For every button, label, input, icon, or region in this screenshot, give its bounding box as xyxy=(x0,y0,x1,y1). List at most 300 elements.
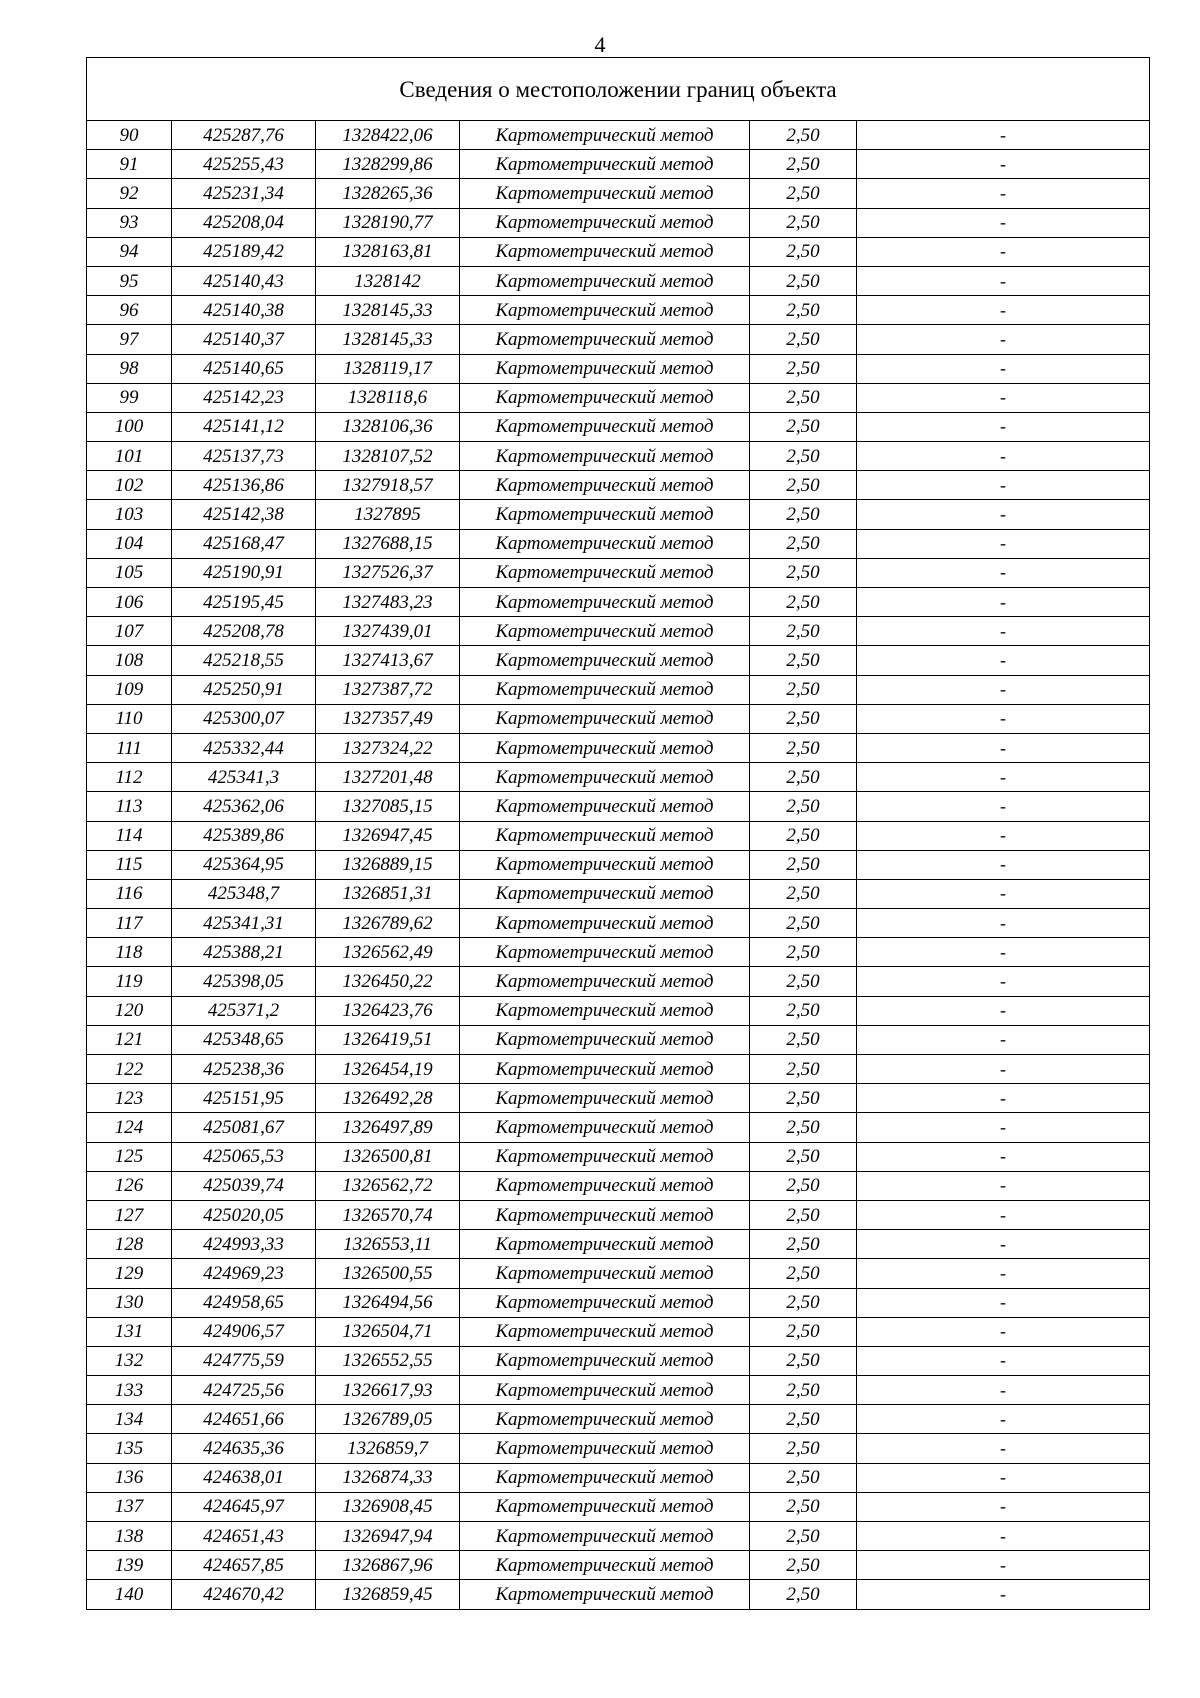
cell-point-number: 112 xyxy=(87,763,172,792)
cell-coordinate-x: 425341,3 xyxy=(172,763,316,792)
cell-accuracy: 2,50 xyxy=(750,383,857,412)
cell-coordinate-x: 425231,34 xyxy=(172,179,316,208)
cell-coordinate-x: 424775,59 xyxy=(172,1346,316,1375)
cell-accuracy: 2,50 xyxy=(750,1434,857,1463)
table-row xyxy=(87,675,1150,704)
cell-accuracy: 2,50 xyxy=(750,121,857,150)
cell-coordinate-y: 1326889,15 xyxy=(316,850,460,879)
cell-description: - xyxy=(857,500,1150,529)
cell-coordinate-x: 425140,37 xyxy=(172,325,316,354)
cell-coordinate-x: 424958,65 xyxy=(172,1288,316,1317)
cell-method: Картометрический метод xyxy=(460,1317,750,1346)
table-row xyxy=(87,558,1150,587)
table-row xyxy=(87,1580,1150,1609)
table-row xyxy=(87,1434,1150,1463)
cell-method: Картометрический метод xyxy=(460,1492,750,1521)
cell-description: - xyxy=(857,588,1150,617)
cell-method: Картометрический метод xyxy=(460,1200,750,1229)
cell-point-number: 117 xyxy=(87,909,172,938)
cell-accuracy: 2,50 xyxy=(750,471,857,500)
cell-point-number: 94 xyxy=(87,237,172,266)
cell-coordinate-x: 425140,65 xyxy=(172,354,316,383)
cell-accuracy: 2,50 xyxy=(750,1288,857,1317)
cell-description: - xyxy=(857,121,1150,150)
cell-accuracy: 2,50 xyxy=(750,1317,857,1346)
cell-point-number: 114 xyxy=(87,821,172,850)
cell-point-number: 97 xyxy=(87,325,172,354)
cell-description: - xyxy=(857,1084,1150,1113)
cell-coordinate-y: 1326617,93 xyxy=(316,1376,460,1405)
cell-point-number: 90 xyxy=(87,121,172,150)
table-row xyxy=(87,529,1150,558)
cell-accuracy: 2,50 xyxy=(750,1171,857,1200)
cell-accuracy: 2,50 xyxy=(750,1200,857,1229)
cell-accuracy: 2,50 xyxy=(750,179,857,208)
cell-coordinate-x: 425348,7 xyxy=(172,879,316,908)
cell-method: Картометрический метод xyxy=(460,938,750,967)
cell-coordinate-y: 1328422,06 xyxy=(316,121,460,150)
cell-accuracy: 2,50 xyxy=(750,850,857,879)
table-row xyxy=(87,121,1150,150)
cell-point-number: 132 xyxy=(87,1346,172,1375)
table-row xyxy=(87,938,1150,967)
table-row xyxy=(87,646,1150,675)
cell-description: - xyxy=(857,266,1150,295)
cell-accuracy: 2,50 xyxy=(750,500,857,529)
cell-method: Картометрический метод xyxy=(460,996,750,1025)
cell-accuracy: 2,50 xyxy=(750,325,857,354)
cell-method: Картометрический метод xyxy=(460,383,750,412)
cell-point-number: 118 xyxy=(87,938,172,967)
cell-point-number: 133 xyxy=(87,1376,172,1405)
cell-point-number: 113 xyxy=(87,792,172,821)
cell-point-number: 92 xyxy=(87,179,172,208)
cell-method: Картометрический метод xyxy=(460,296,750,325)
cell-point-number: 93 xyxy=(87,208,172,237)
cell-accuracy: 2,50 xyxy=(750,909,857,938)
cell-coordinate-y: 1327324,22 xyxy=(316,733,460,762)
cell-description: - xyxy=(857,1317,1150,1346)
cell-accuracy: 2,50 xyxy=(750,763,857,792)
cell-accuracy: 2,50 xyxy=(750,879,857,908)
cell-coordinate-y: 1328107,52 xyxy=(316,442,460,471)
cell-method: Картометрический метод xyxy=(460,763,750,792)
cell-method: Картометрический метод xyxy=(460,354,750,383)
table-row xyxy=(87,909,1150,938)
cell-point-number: 121 xyxy=(87,1025,172,1054)
cell-coordinate-x: 425388,21 xyxy=(172,938,316,967)
table-row xyxy=(87,967,1150,996)
table-row xyxy=(87,1142,1150,1171)
cell-coordinate-x: 425255,43 xyxy=(172,150,316,179)
cell-method: Картометрический метод xyxy=(460,500,750,529)
cell-point-number: 95 xyxy=(87,266,172,295)
table-row xyxy=(87,1463,1150,1492)
cell-method: Картометрический метод xyxy=(460,442,750,471)
cell-point-number: 105 xyxy=(87,558,172,587)
cell-coordinate-y: 1326419,51 xyxy=(316,1025,460,1054)
cell-description: - xyxy=(857,850,1150,879)
cell-description: - xyxy=(857,792,1150,821)
cell-point-number: 104 xyxy=(87,529,172,558)
cell-description: - xyxy=(857,1113,1150,1142)
cell-point-number: 115 xyxy=(87,850,172,879)
cell-coordinate-x: 425300,07 xyxy=(172,704,316,733)
table-row xyxy=(87,879,1150,908)
cell-method: Картометрический метод xyxy=(460,266,750,295)
cell-coordinate-x: 425332,44 xyxy=(172,733,316,762)
cell-method: Картометрический метод xyxy=(460,967,750,996)
cell-description: - xyxy=(857,763,1150,792)
cell-method: Картометрический метод xyxy=(460,1171,750,1200)
cell-method: Картометрический метод xyxy=(460,675,750,704)
cell-description: - xyxy=(857,909,1150,938)
cell-coordinate-x: 425020,05 xyxy=(172,1200,316,1229)
cell-coordinate-y: 1326908,45 xyxy=(316,1492,460,1521)
cell-accuracy: 2,50 xyxy=(750,442,857,471)
table-body xyxy=(87,58,1150,1610)
cell-coordinate-y: 1327526,37 xyxy=(316,558,460,587)
cell-point-number: 139 xyxy=(87,1551,172,1580)
cell-accuracy: 2,50 xyxy=(750,529,857,558)
table-row xyxy=(87,1288,1150,1317)
cell-accuracy: 2,50 xyxy=(750,675,857,704)
cell-point-number: 136 xyxy=(87,1463,172,1492)
cell-coordinate-x: 425190,91 xyxy=(172,558,316,587)
cell-coordinate-x: 424635,36 xyxy=(172,1434,316,1463)
cell-point-number: 100 xyxy=(87,412,172,441)
cell-description: - xyxy=(857,325,1150,354)
cell-coordinate-x: 425039,74 xyxy=(172,1171,316,1200)
table-row xyxy=(87,1492,1150,1521)
cell-coordinate-y: 1327688,15 xyxy=(316,529,460,558)
table-row xyxy=(87,588,1150,617)
cell-point-number: 119 xyxy=(87,967,172,996)
cell-method: Картометрический метод xyxy=(460,1522,750,1551)
cell-coordinate-y: 1328190,77 xyxy=(316,208,460,237)
cell-method: Картометрический метод xyxy=(460,617,750,646)
cell-description: - xyxy=(857,879,1150,908)
cell-description: - xyxy=(857,150,1150,179)
cell-method: Картометрический метод xyxy=(460,1346,750,1375)
cell-coordinate-x: 424645,97 xyxy=(172,1492,316,1521)
cell-coordinate-x: 425389,86 xyxy=(172,821,316,850)
table-row xyxy=(87,383,1150,412)
cell-description: - xyxy=(857,617,1150,646)
cell-point-number: 129 xyxy=(87,1259,172,1288)
cell-accuracy: 2,50 xyxy=(750,296,857,325)
table-row xyxy=(87,1200,1150,1229)
cell-description: - xyxy=(857,1434,1150,1463)
cell-coordinate-x: 425341,31 xyxy=(172,909,316,938)
boundary-table-container xyxy=(86,57,1149,1610)
table-row xyxy=(87,1405,1150,1434)
cell-coordinate-x: 424651,43 xyxy=(172,1522,316,1551)
cell-point-number: 101 xyxy=(87,442,172,471)
cell-accuracy: 2,50 xyxy=(750,266,857,295)
cell-coordinate-y: 1326562,72 xyxy=(316,1171,460,1200)
cell-coordinate-x: 425065,53 xyxy=(172,1142,316,1171)
cell-coordinate-x: 425140,38 xyxy=(172,296,316,325)
cell-method: Картометрический метод xyxy=(460,1084,750,1113)
table-row xyxy=(87,471,1150,500)
cell-coordinate-x: 425371,2 xyxy=(172,996,316,1025)
cell-description: - xyxy=(857,675,1150,704)
table-row xyxy=(87,617,1150,646)
cell-description: - xyxy=(857,1405,1150,1434)
cell-accuracy: 2,50 xyxy=(750,150,857,179)
cell-accuracy: 2,50 xyxy=(750,588,857,617)
cell-accuracy: 2,50 xyxy=(750,1580,857,1609)
cell-coordinate-x: 425142,23 xyxy=(172,383,316,412)
cell-description: - xyxy=(857,733,1150,762)
cell-description: - xyxy=(857,704,1150,733)
cell-point-number: 137 xyxy=(87,1492,172,1521)
cell-accuracy: 2,50 xyxy=(750,1055,857,1084)
cell-method: Картометрический метод xyxy=(460,471,750,500)
table-row xyxy=(87,237,1150,266)
cell-description: - xyxy=(857,208,1150,237)
cell-method: Картометрический метод xyxy=(460,1025,750,1054)
cell-coordinate-y: 1328265,36 xyxy=(316,179,460,208)
cell-description: - xyxy=(857,179,1150,208)
table-row xyxy=(87,150,1150,179)
table-title: Сведения о местоположении границ объекта xyxy=(87,58,1150,121)
cell-point-number: 130 xyxy=(87,1288,172,1317)
cell-coordinate-y: 1326867,96 xyxy=(316,1551,460,1580)
cell-coordinate-y: 1326859,7 xyxy=(316,1434,460,1463)
cell-method: Картометрический метод xyxy=(460,1230,750,1259)
cell-accuracy: 2,50 xyxy=(750,967,857,996)
cell-method: Картометрический метод xyxy=(460,529,750,558)
cell-coordinate-y: 1328142 xyxy=(316,266,460,295)
cell-coordinate-x: 424993,33 xyxy=(172,1230,316,1259)
cell-coordinate-x: 424725,56 xyxy=(172,1376,316,1405)
table-row xyxy=(87,1317,1150,1346)
cell-coordinate-y: 1326789,62 xyxy=(316,909,460,938)
cell-coordinate-y: 1327387,72 xyxy=(316,675,460,704)
table-row xyxy=(87,821,1150,850)
cell-point-number: 111 xyxy=(87,733,172,762)
cell-accuracy: 2,50 xyxy=(750,792,857,821)
table-row xyxy=(87,1025,1150,1054)
cell-coordinate-y: 1327439,01 xyxy=(316,617,460,646)
cell-accuracy: 2,50 xyxy=(750,733,857,762)
cell-method: Картометрический метод xyxy=(460,792,750,821)
cell-coordinate-x: 425142,38 xyxy=(172,500,316,529)
cell-coordinate-x: 425364,95 xyxy=(172,850,316,879)
cell-coordinate-x: 425168,47 xyxy=(172,529,316,558)
cell-coordinate-y: 1328145,33 xyxy=(316,296,460,325)
table-row xyxy=(87,1055,1150,1084)
cell-description: - xyxy=(857,1055,1150,1084)
cell-coordinate-y: 1326874,33 xyxy=(316,1463,460,1492)
cell-method: Картометрический метод xyxy=(460,1055,750,1084)
cell-coordinate-y: 1326504,71 xyxy=(316,1317,460,1346)
cell-coordinate-x: 425189,42 xyxy=(172,237,316,266)
cell-description: - xyxy=(857,558,1150,587)
cell-point-number: 125 xyxy=(87,1142,172,1171)
cell-description: - xyxy=(857,646,1150,675)
cell-description: - xyxy=(857,237,1150,266)
cell-description: - xyxy=(857,1025,1150,1054)
cell-accuracy: 2,50 xyxy=(750,646,857,675)
cell-point-number: 109 xyxy=(87,675,172,704)
cell-method: Картометрический метод xyxy=(460,1142,750,1171)
cell-coordinate-y: 1328163,81 xyxy=(316,237,460,266)
cell-coordinate-x: 425287,76 xyxy=(172,121,316,150)
cell-coordinate-x: 425362,06 xyxy=(172,792,316,821)
cell-coordinate-y: 1326423,76 xyxy=(316,996,460,1025)
cell-accuracy: 2,50 xyxy=(750,237,857,266)
cell-point-number: 107 xyxy=(87,617,172,646)
table-row xyxy=(87,1171,1150,1200)
cell-point-number: 102 xyxy=(87,471,172,500)
table-row xyxy=(87,1551,1150,1580)
cell-description: - xyxy=(857,354,1150,383)
table-row xyxy=(87,325,1150,354)
cell-coordinate-y: 1328106,36 xyxy=(316,412,460,441)
cell-accuracy: 2,50 xyxy=(750,1522,857,1551)
cell-coordinate-y: 1326494,56 xyxy=(316,1288,460,1317)
cell-coordinate-x: 425250,91 xyxy=(172,675,316,704)
cell-description: - xyxy=(857,412,1150,441)
cell-point-number: 135 xyxy=(87,1434,172,1463)
cell-coordinate-y: 1326789,05 xyxy=(316,1405,460,1434)
cell-accuracy: 2,50 xyxy=(750,1376,857,1405)
table-row xyxy=(87,996,1150,1025)
table-row xyxy=(87,792,1150,821)
cell-description: - xyxy=(857,471,1150,500)
cell-accuracy: 2,50 xyxy=(750,1551,857,1580)
cell-accuracy: 2,50 xyxy=(750,1113,857,1142)
cell-coordinate-x: 424657,85 xyxy=(172,1551,316,1580)
cell-method: Картометрический метод xyxy=(460,850,750,879)
cell-coordinate-y: 1328299,86 xyxy=(316,150,460,179)
cell-accuracy: 2,50 xyxy=(750,1142,857,1171)
cell-description: - xyxy=(857,821,1150,850)
cell-coordinate-x: 425137,73 xyxy=(172,442,316,471)
cell-accuracy: 2,50 xyxy=(750,704,857,733)
cell-coordinate-y: 1327201,48 xyxy=(316,763,460,792)
cell-point-number: 99 xyxy=(87,383,172,412)
table-row xyxy=(87,266,1150,295)
cell-point-number: 108 xyxy=(87,646,172,675)
cell-coordinate-y: 1327413,67 xyxy=(316,646,460,675)
cell-accuracy: 2,50 xyxy=(750,1346,857,1375)
cell-point-number: 134 xyxy=(87,1405,172,1434)
cell-coordinate-y: 1327895 xyxy=(316,500,460,529)
cell-description: - xyxy=(857,996,1150,1025)
cell-method: Картометрический метод xyxy=(460,150,750,179)
cell-coordinate-y: 1326859,45 xyxy=(316,1580,460,1609)
table-row xyxy=(87,412,1150,441)
cell-method: Картометрический метод xyxy=(460,1463,750,1492)
cell-point-number: 122 xyxy=(87,1055,172,1084)
cell-coordinate-x: 425151,95 xyxy=(172,1084,316,1113)
cell-coordinate-x: 425218,55 xyxy=(172,646,316,675)
cell-method: Картометрический метод xyxy=(460,179,750,208)
cell-method: Картометрический метод xyxy=(460,1288,750,1317)
cell-coordinate-y: 1326947,45 xyxy=(316,821,460,850)
cell-method: Картометрический метод xyxy=(460,121,750,150)
cell-accuracy: 2,50 xyxy=(750,412,857,441)
cell-accuracy: 2,50 xyxy=(750,1084,857,1113)
cell-point-number: 124 xyxy=(87,1113,172,1142)
cell-coordinate-x: 424651,66 xyxy=(172,1405,316,1434)
cell-description: - xyxy=(857,1463,1150,1492)
cell-description: - xyxy=(857,1580,1150,1609)
cell-method: Картометрический метод xyxy=(460,821,750,850)
cell-coordinate-x: 424670,42 xyxy=(172,1580,316,1609)
cell-coordinate-y: 1327085,15 xyxy=(316,792,460,821)
cell-method: Картометрический метод xyxy=(460,1259,750,1288)
cell-accuracy: 2,50 xyxy=(750,1259,857,1288)
cell-accuracy: 2,50 xyxy=(750,1405,857,1434)
table-row xyxy=(87,1084,1150,1113)
cell-point-number: 91 xyxy=(87,150,172,179)
cell-description: - xyxy=(857,1142,1150,1171)
cell-point-number: 103 xyxy=(87,500,172,529)
cell-accuracy: 2,50 xyxy=(750,1463,857,1492)
cell-accuracy: 2,50 xyxy=(750,938,857,967)
cell-point-number: 106 xyxy=(87,588,172,617)
cell-coordinate-y: 1326947,94 xyxy=(316,1522,460,1551)
table-row xyxy=(87,1346,1150,1375)
table-row xyxy=(87,442,1150,471)
cell-point-number: 128 xyxy=(87,1230,172,1259)
cell-coordinate-y: 1326492,28 xyxy=(316,1084,460,1113)
cell-coordinate-y: 1326851,31 xyxy=(316,879,460,908)
page-number: 4 xyxy=(594,32,606,57)
cell-accuracy: 2,50 xyxy=(750,821,857,850)
cell-description: - xyxy=(857,383,1150,412)
cell-coordinate-y: 1326553,11 xyxy=(316,1230,460,1259)
table-header-row xyxy=(87,58,1150,121)
cell-coordinate-y: 1326497,89 xyxy=(316,1113,460,1142)
cell-description: - xyxy=(857,442,1150,471)
cell-coordinate-x: 425208,04 xyxy=(172,208,316,237)
cell-method: Картометрический метод xyxy=(460,412,750,441)
table-row xyxy=(87,704,1150,733)
cell-method: Картометрический метод xyxy=(460,1551,750,1580)
cell-coordinate-x: 424969,23 xyxy=(172,1259,316,1288)
cell-description: - xyxy=(857,1230,1150,1259)
cell-method: Картометрический метод xyxy=(460,588,750,617)
cell-coordinate-y: 1327357,49 xyxy=(316,704,460,733)
cell-description: - xyxy=(857,296,1150,325)
table-row xyxy=(87,1522,1150,1551)
cell-description: - xyxy=(857,1492,1150,1521)
boundary-coordinates-table xyxy=(86,57,1150,1610)
cell-coordinate-y: 1326454,19 xyxy=(316,1055,460,1084)
cell-coordinate-x: 424906,57 xyxy=(172,1317,316,1346)
cell-method: Картометрический метод xyxy=(460,1113,750,1142)
cell-coordinate-x: 425141,12 xyxy=(172,412,316,441)
cell-coordinate-x: 425140,43 xyxy=(172,266,316,295)
cell-method: Картометрический метод xyxy=(460,879,750,908)
table-row xyxy=(87,1230,1150,1259)
cell-description: - xyxy=(857,1171,1150,1200)
cell-method: Картометрический метод xyxy=(460,1405,750,1434)
cell-point-number: 127 xyxy=(87,1200,172,1229)
cell-description: - xyxy=(857,1522,1150,1551)
cell-method: Картометрический метод xyxy=(460,1580,750,1609)
table-row xyxy=(87,733,1150,762)
cell-description: - xyxy=(857,1376,1150,1405)
cell-accuracy: 2,50 xyxy=(750,996,857,1025)
cell-method: Картометрический метод xyxy=(460,237,750,266)
